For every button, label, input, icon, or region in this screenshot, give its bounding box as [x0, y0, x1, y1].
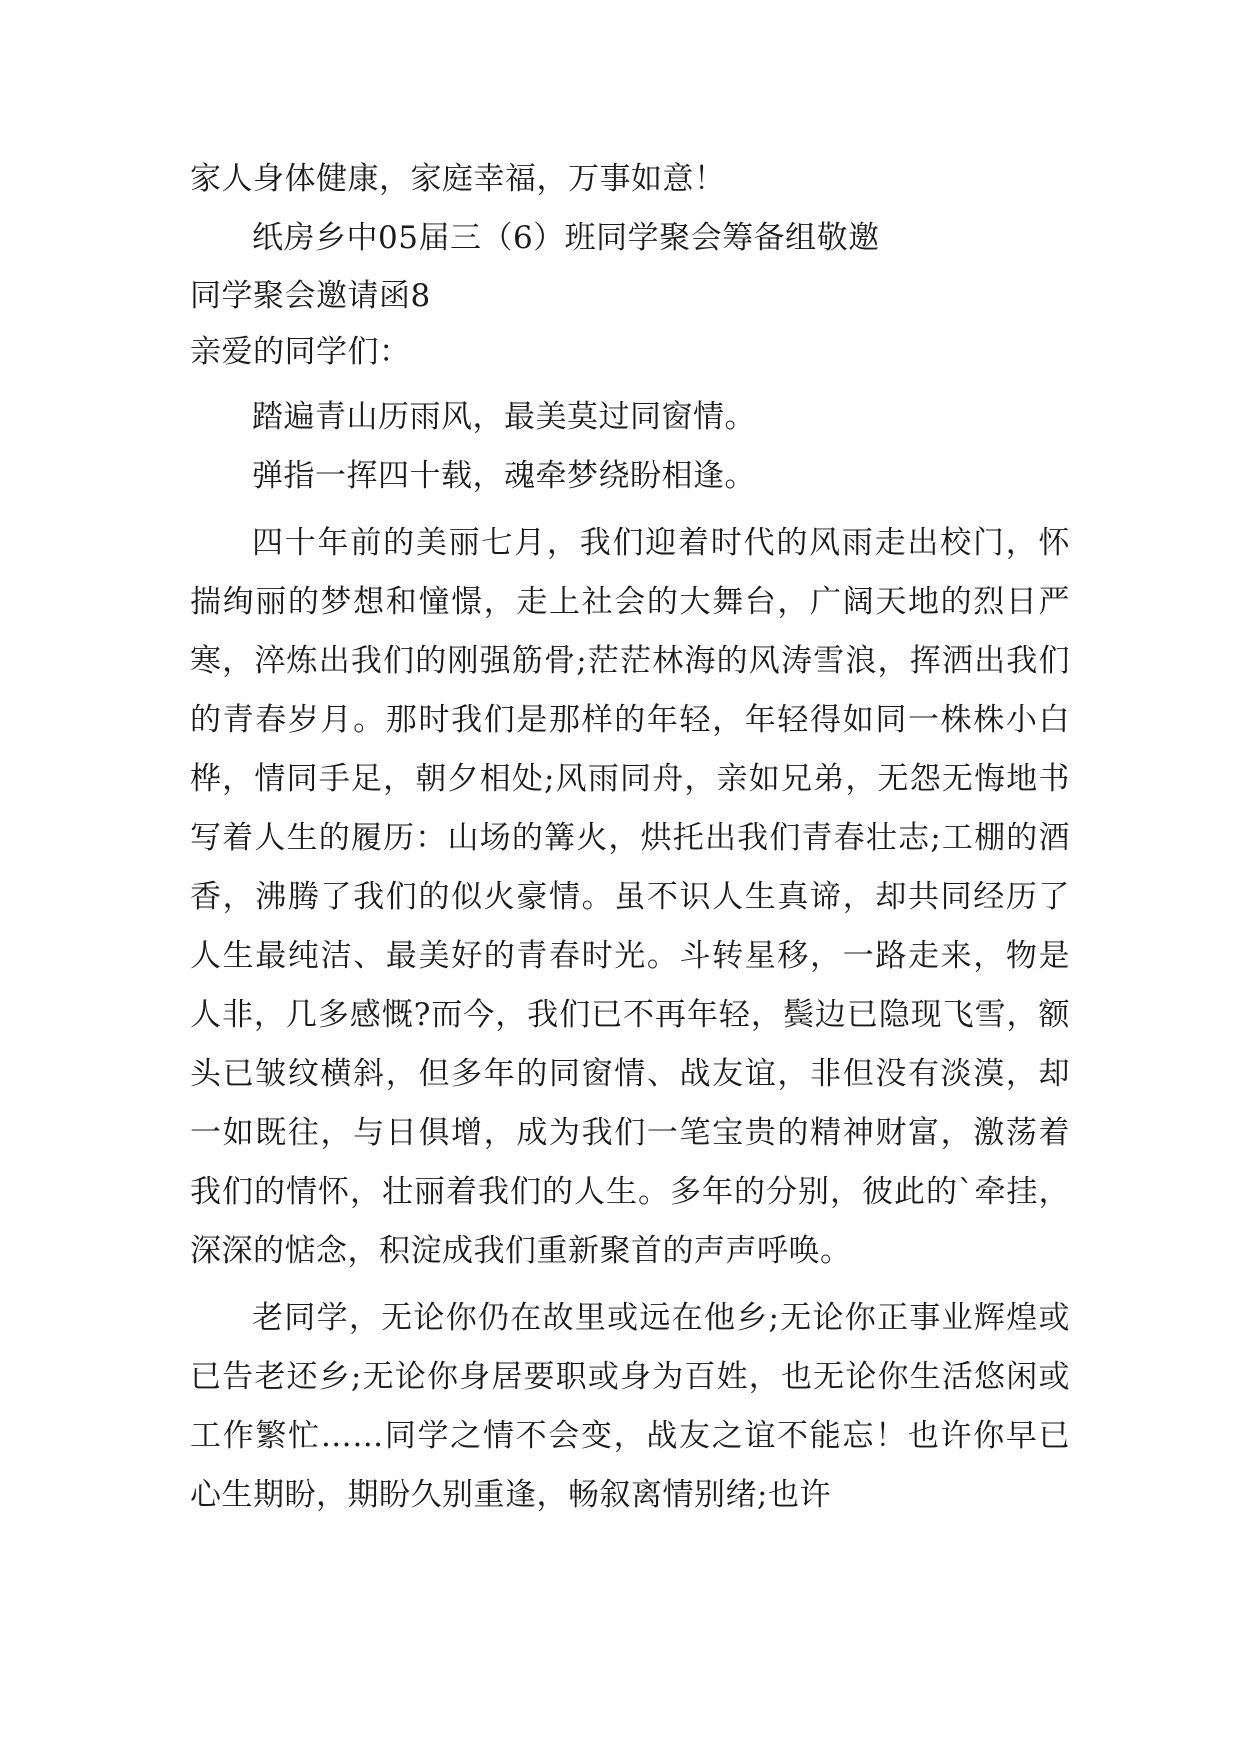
verse-line-1: 踏遍青山历雨风，最美莫过同窗情。: [252, 399, 756, 435]
closing-line: 家人身体健康，家庭幸福，万事如意！: [190, 161, 726, 197]
body-paragraph-1: 四十年前的美丽七月，我们迎着时代的风雨走出校门，怀揣绚丽的梦想和憧憬，走上社会的大舞台，广阔天地的烈日严寒，淬炼出我们的刚强筋骨;茫茫林海的风涛雪浪，挥洒出我们的青春岁月。那时我们是那样的年轻，年轻得如同一株株小白桦，情同手足，朝夕相处;风雨同舟，亲如兄弟，无怨无悔地书写着人生的履历：山场的篝火，烘托出我们青春壮志;工棚的酒香，沸腾了我们的似火豪情。虽不识人生真谛，却共同经历了人生最纯洁、最美好的青春时光。斗转星移，一路走来，物是人非，几多感慨?而今，我们已不再年轻，鬓边已隐现飞雪，额头已皱纹横斜，但多年的同窗情、战友谊，非但没有淡漠，却一如既往，与日俱增，成为我们一笔宝贵的精神财富，激荡着我们的情怀，壮丽着我们的人生。多年的分别，彼此的`牵挂，深深的惦念，积淀成我们重新聚首的声声呼唤。: [190, 525, 1070, 1269]
body-paragraph-2: 老同学，无论你仍在故里或远在他乡;无论你正事业辉煌或已告老还乡;无论你身居要职或身为百姓，也无论你生活悠闲或工作繁忙……同学之情不会变，战友之谊不能忘！也许你早已心生期盼，期盼久别重逢，畅叙离情别绪;也许: [190, 1300, 1070, 1513]
greeting: 亲爱的同学们：: [190, 334, 411, 370]
signature: 纸房乡中05届三（6）班同学聚会筹备组敬邀: [252, 220, 880, 256]
verse-line-2: 弹指一挥四十载，魂牵梦绕盼相逢。: [252, 458, 756, 494]
document-page: [190, 150, 1070, 1525]
section-title: 同学聚会邀请函8: [190, 278, 431, 314]
